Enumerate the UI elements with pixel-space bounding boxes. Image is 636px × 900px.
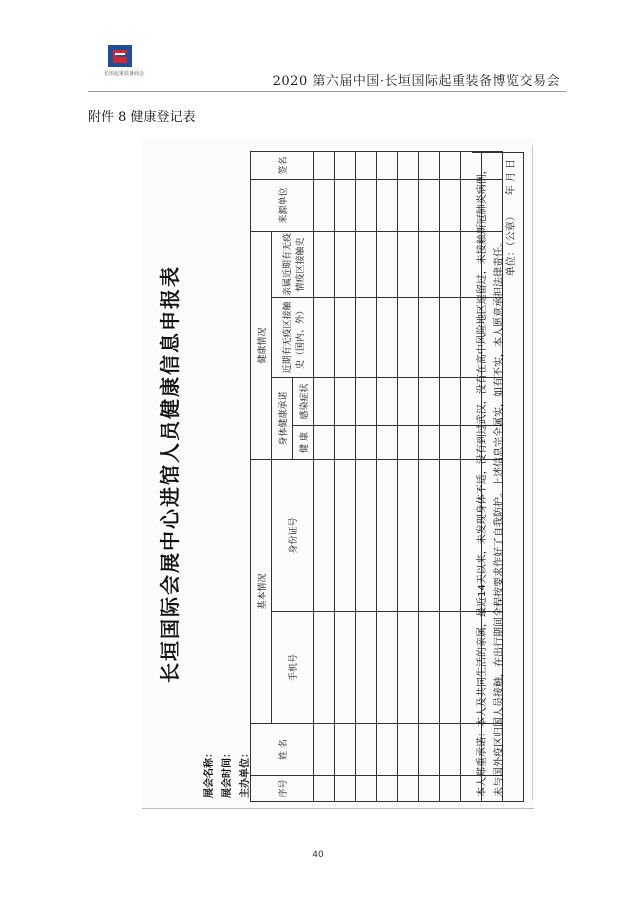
col-source-unit: 来源单位 bbox=[251, 179, 314, 231]
page-number: 40 bbox=[312, 850, 324, 860]
header-row-2 bbox=[272, 151, 293, 801]
declaration-table bbox=[250, 151, 503, 802]
date-label: 年 月 日 bbox=[506, 159, 517, 196]
header-divider bbox=[88, 91, 566, 92]
col-id-number: 身份证号 bbox=[272, 459, 314, 611]
scanned-form bbox=[142, 138, 534, 810]
table-row bbox=[419, 151, 440, 801]
table-row bbox=[314, 151, 335, 801]
organizer-logo bbox=[88, 44, 160, 84]
scan-edge bbox=[532, 145, 533, 800]
col-seq: 序号 bbox=[251, 776, 314, 802]
col-health-info: 健康情况 bbox=[251, 231, 272, 459]
signature-area bbox=[503, 159, 520, 276]
col-basic-info: 基本情况 bbox=[251, 459, 272, 723]
scan-bottom-edge bbox=[142, 808, 534, 809]
table-row bbox=[398, 151, 419, 801]
logo-mark-icon bbox=[107, 44, 133, 68]
col-body-health: 身体健康承诺 bbox=[272, 377, 293, 459]
table-row bbox=[356, 151, 377, 801]
declaration-text: 本人郑重承诺：本人及共同生活的亲属，最近14天以来，未发现身体不适，没有到过武汉，没有在高中风险地区逗留过，未接触新冠肺炎病例，未与国外疫区归国人员接触，在出行期间全程按要求作好了自我防护。上述信息完全属实，如有不实，本人愿意承担法律责任。 bbox=[477, 164, 505, 797]
logo-text: 长垣起重装备商会 bbox=[103, 71, 144, 77]
header-row-1 bbox=[251, 151, 272, 801]
col-healthy: 健 康 bbox=[293, 425, 314, 459]
table-row bbox=[335, 151, 356, 801]
table-row bbox=[440, 151, 461, 801]
unit-seal-label: 单位：（公章） bbox=[506, 211, 517, 277]
health-declaration-form bbox=[142, 138, 534, 810]
attachment-title: 附件 8 健康登记表 bbox=[88, 110, 196, 125]
col-phone: 手机号 bbox=[272, 612, 314, 724]
col-signature: 签名 bbox=[251, 151, 314, 179]
form-title: 长垣国际会展中心进馆人员健康信息申报表 bbox=[158, 265, 182, 683]
col-symptoms: 感染症状 bbox=[293, 377, 314, 425]
col-relatives-history: 亲属近期有无疫情疫区接触史 bbox=[272, 231, 314, 297]
exhibition-name-label: 展会名称： bbox=[204, 748, 215, 798]
declaration-box bbox=[472, 152, 524, 802]
table-row bbox=[377, 151, 398, 801]
organizer-label: 主办单位： bbox=[240, 748, 251, 798]
col-name: 姓 名 bbox=[251, 724, 314, 776]
header-title: 2020 第六届中国·长垣国际起重装备博览交易会 bbox=[272, 74, 560, 89]
exhibition-time-label: 展会时间： bbox=[222, 748, 233, 798]
col-contact-history: 近期有无疫区接触史（国内、外） bbox=[272, 297, 314, 377]
